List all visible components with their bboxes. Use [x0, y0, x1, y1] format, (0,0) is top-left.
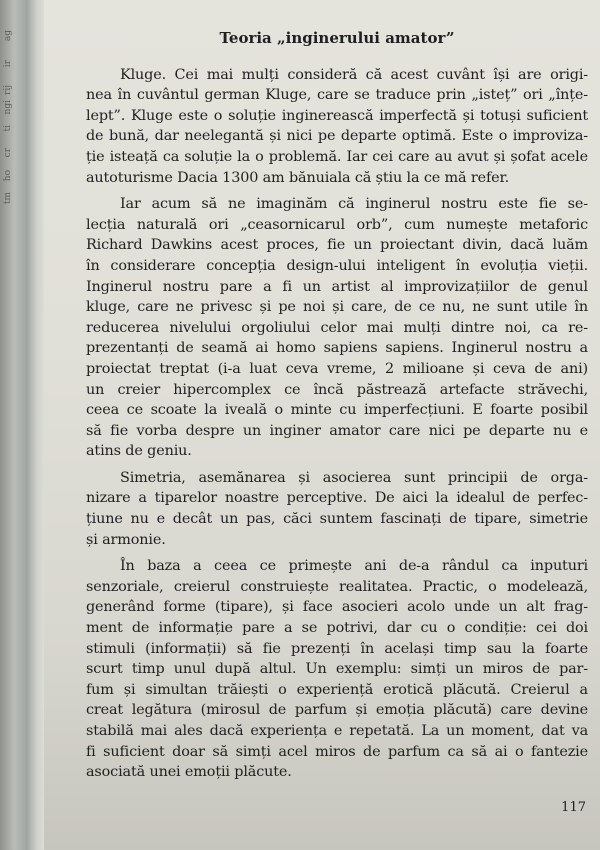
text-line: În baza a ceea ce primește ani de-a rândul ca inputuri [120, 558, 588, 575]
text-line: reducerea nivelului orgoliului celor mai mulți dintre noi, ca re- [86, 319, 588, 336]
adjacent-page-fragment: ngi [3, 100, 13, 115]
text-line: nizare a tiparelor noastre perceptive. De aici la idealul de perfec- [86, 490, 588, 507]
text-line: Simetria, asemănarea și asocierea sunt principii de orga- [120, 469, 588, 486]
text-line: generând forme (tipare), și face asocieri acolo unde un alt frag- [86, 599, 588, 616]
adjacent-page-fragment: rij [3, 85, 13, 95]
paragraph [86, 468, 588, 550]
text-line: țiune nu e decât un pas, căci suntem fascinați de tipare, simetrie [86, 511, 588, 528]
book-page [44, 0, 600, 850]
text-line: proiectat treptat (i-a luat ceva vreme, 2 milioane și ceva de ani) [86, 360, 588, 377]
text-line: un creier hipercomplex ce încă păstrează artefacte străvechi, [86, 381, 588, 398]
text-line: nea în cuvântul german Kluge, care se traduce prin „isteț” ori „înțe- [86, 87, 588, 104]
text-line: Iar acum să ne imaginăm că inginerul nostru este fie se- [120, 196, 588, 213]
text-line: senzoriale, creierul construiește realitatea. Practic, o modelează, [86, 578, 588, 595]
adjacent-page-fragment: ti [3, 125, 13, 132]
text-line: autoturisme Dacia 1300 am bănuiala că știu la ce mă refer. [86, 169, 510, 186]
text-line: stabilă mai ales dacă experiența e repetată. La un moment, dat va [86, 723, 588, 739]
adjacent-page-edge [0, 0, 26, 850]
text-line: asociată unei emoții plăcute. [86, 764, 292, 781]
text-line: ție isteață ca soluție la o problemă. Iar cei care au avut și șofat acele [86, 148, 588, 165]
text-line: Kluge. Cei mai mulți consideră că acest cuvânt își are origi- [120, 66, 588, 83]
text-line: fum și simultan trăiești o experiență erotică plăcută. Creierul a [86, 681, 588, 698]
text-line: în considerare concepția design-ului inteligent în evoluția vieții. [86, 257, 588, 274]
adjacent-page-fragment: ho [3, 170, 13, 182]
text-line: de bună, dar neelegantă și nici pe departe optimă. Este o improviza- [86, 128, 588, 145]
chapter-title: Teoria „inginerului amator” [219, 29, 455, 47]
text-line: fi suficient doar să simți acel miros de parfum ca să ai o fantezie [86, 743, 588, 760]
paragraph-container [86, 65, 588, 783]
paragraph [86, 194, 588, 462]
page-text [86, 28, 588, 789]
paragraph [86, 65, 588, 189]
text-line: kluge, care ne privesc și pe noi și care, de ce nu, ne sunt utile în [86, 299, 588, 316]
paragraph [86, 556, 588, 783]
text-line: ceea ce scoate la iveală o minte cu imperfecțiuni. E foarte posibil [86, 402, 588, 419]
text-line: atins de geniu. [86, 443, 192, 460]
text-line: Inginerul nostru pare a fi un artist al improvizațiilor de genul [86, 278, 588, 295]
adjacent-page-fragment: tm [3, 192, 13, 205]
text-line: lept”. Kluge este o soluție inginerească imperfectă și totuși suficient [86, 107, 588, 124]
text-line: Richard Dawkins acest proces, fie un proiectant divin, dacă luăm [86, 237, 588, 254]
text-line: și armonie. [86, 531, 166, 548]
adjacent-page-fragment: ir [3, 60, 13, 68]
text-line: creat legătura (mirosul de parfum și emoția plăcută) care devine [86, 702, 588, 719]
text-line: scurt timp unul după altul. Un exemplu: simți un miros de par- [86, 661, 588, 678]
adjacent-page-fragment: ag [3, 30, 13, 42]
text-line: să fie vorba despre un inginer amator care nici pe departe nu e [86, 422, 588, 439]
text-line: lecția naturală ori „ceasornicarul orb”, cum numește metaforic [86, 216, 588, 233]
adjacent-page-fragment: cr [3, 148, 13, 158]
text-line: ment de informație pare a se potrivi, dar cu o condiție: cei doi [86, 620, 588, 637]
page-number: 117 [561, 800, 586, 815]
text-line: stimuli (informații) să fie prezenți în același timp sau la foarte [86, 640, 588, 657]
text-line: prezentanți de seamă ai homo sapiens sapiens. Inginerul nostru a [86, 340, 588, 357]
